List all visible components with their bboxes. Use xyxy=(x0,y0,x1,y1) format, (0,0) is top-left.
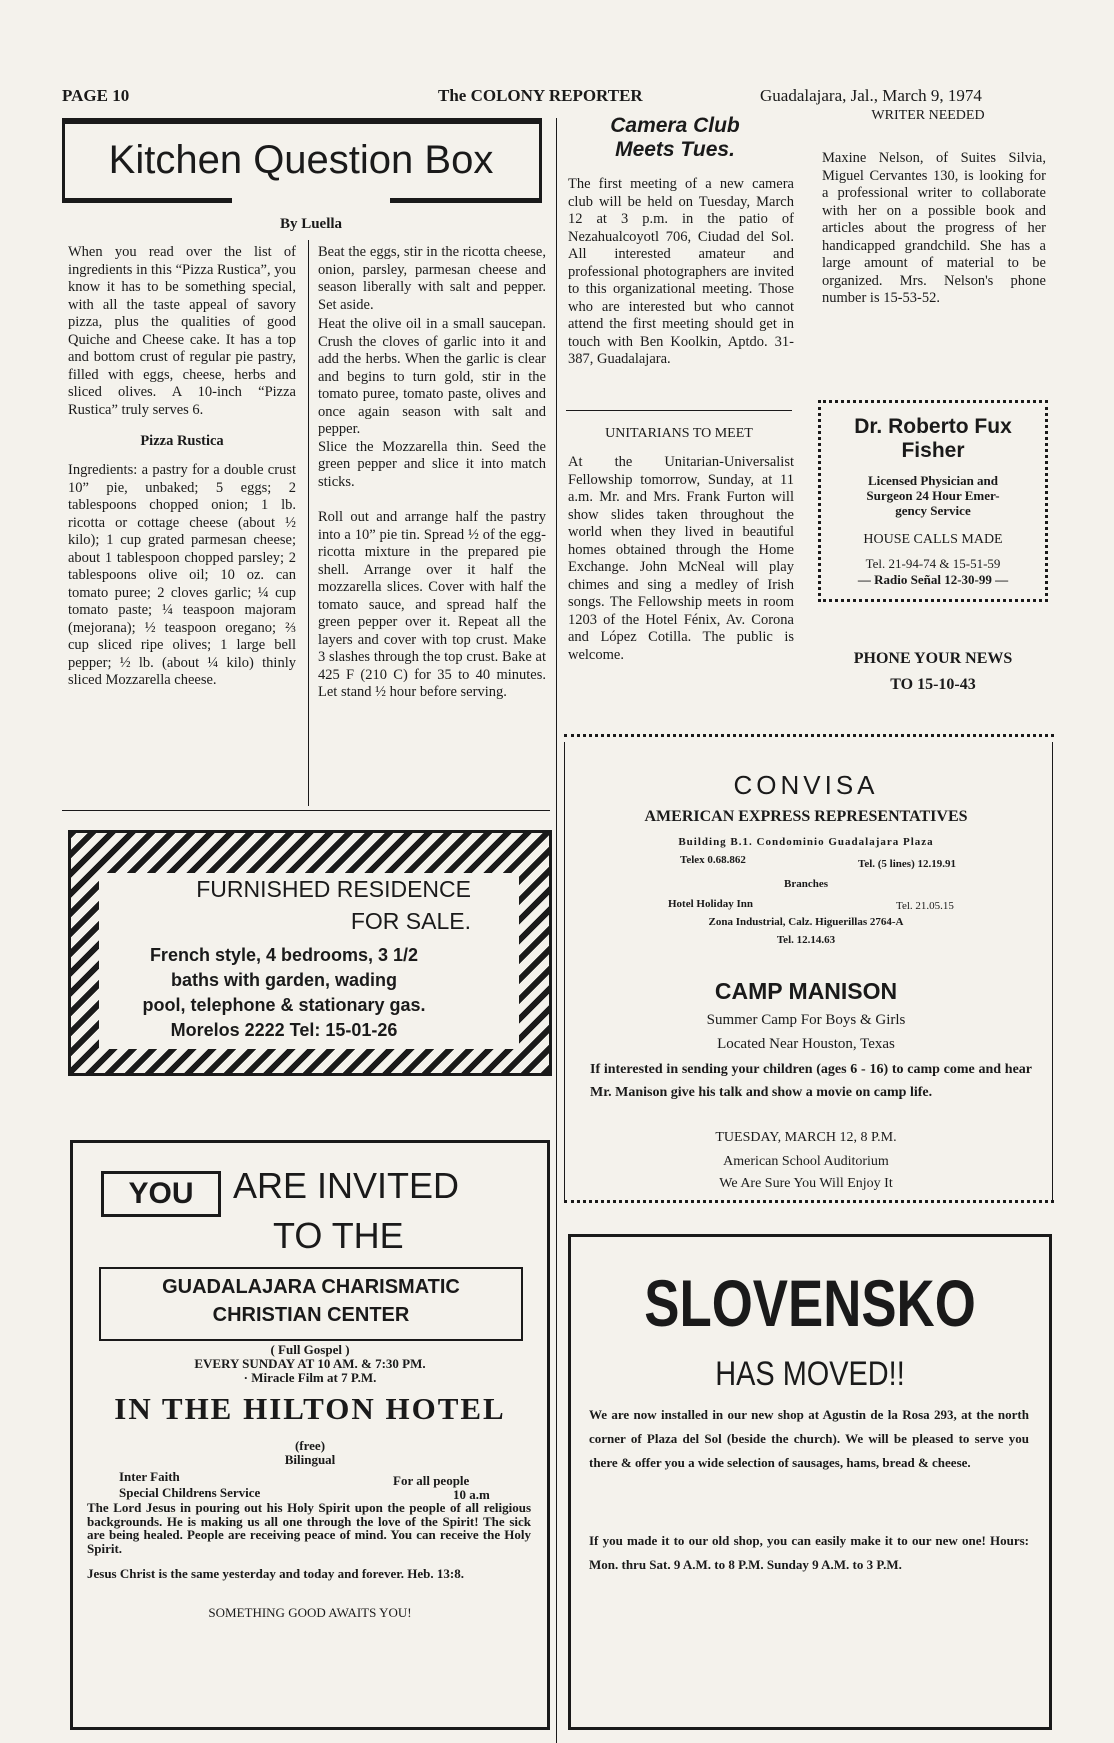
camp-line1: Summer Camp For Boys & Girls xyxy=(706,1012,906,1028)
kitchen-column-2 xyxy=(318,244,546,702)
miracle-film: · Miracle Film at 7 P.M. xyxy=(243,1370,377,1385)
bilingual: Bilingual xyxy=(284,1452,336,1467)
convisa-line1: Building B.1. Condominio Guadalajara Plaza xyxy=(678,836,934,848)
newspaper-name: The COLONY REPORTER xyxy=(438,86,643,105)
kitchen-column-1 xyxy=(68,244,296,690)
writer-needed-article xyxy=(822,150,1046,308)
are-invited: ARE INVITED xyxy=(233,1165,460,1206)
method-paragraph-1: Beat the eggs, stir in the ricotta cheese, onion, parsley, parmesan cheese and season liberally with salt and pepper. Set aside. xyxy=(318,244,546,313)
camp-title: CAMP MANISON xyxy=(714,978,898,1004)
kitchen-bottom-rule xyxy=(62,810,550,811)
doctor-name-line1: Dr. Roberto Fux xyxy=(854,415,1012,438)
kitchen-title: Kitchen Question Box xyxy=(108,138,494,182)
convisa-hotel-tel: Tel. 21.05.15 xyxy=(896,900,954,912)
convisa-zona: Zona Industrial, Calz. Higuerillas 2764-A xyxy=(708,916,904,928)
convisa-telex: Telex 0.68.862 xyxy=(680,854,746,866)
title-top-rule xyxy=(62,118,542,124)
full-gospel: ( Full Gospel ) xyxy=(270,1342,350,1357)
doctor-line3: gency Service xyxy=(895,503,971,518)
phone-news-line1: PHONE YOUR NEWS xyxy=(853,650,1013,667)
convisa-right-border xyxy=(1052,742,1053,1200)
writer-needed-body: Maxine Nelson, of Suites Silvia, Miguel Cervantes 130, is looking for a professional writer to collaborate with her on a possible book and articles about the progress of her handicapped grandchild. She has a large amount of material to be organized. Mrs. Nelson's phone number is 15-53-52. xyxy=(822,150,1046,306)
byline: By Luella xyxy=(279,216,343,232)
slovensko-title: SLOVENSKO xyxy=(644,1266,976,1340)
charismatic-body: The Lord Jesus in pouring out his Holy Spirit upon the people of all religious backgrounds. He is making us all one through the love of the Spirit! The sick are being healed. People are receiving peace of mind. You can receive the Holy Spirit. xyxy=(87,1500,531,1556)
inter-faith: Inter Faith xyxy=(119,1469,180,1484)
childrens-time: 10 a.m xyxy=(453,1487,490,1502)
doctor-line2: Surgeon 24 Hour Emer- xyxy=(866,488,1000,503)
free-bilingual xyxy=(73,1439,547,1467)
camp-closing: We Are Sure You Will Enjoy It xyxy=(719,1176,893,1191)
method-paragraph-4: Roll out and arrange half the pastry into a 10” pie tin. Spread ½ of the egg-ricotta mixture in the prepared pie shell. Arrange over it half the mozzarella slices. Cover with half the tomato sauce, and spread half the green pepper over it. Repeat all the layers and cover with top crust. Make 3 slashes through the top crust. Bake at 425 F (210 C) for 35 to 40 minutes. Let stand ½ hour before serving. xyxy=(318,509,546,700)
residence-line5: pool, telephone & stationary gas. xyxy=(142,995,426,1015)
free: (free) xyxy=(294,1438,326,1453)
page-column-divider xyxy=(556,118,557,1743)
doctor-radio: — Radio Señal 12-30-99 — xyxy=(857,572,1009,587)
method-paragraph-3: Slice the Mozzarella thin. Seed the green pepper and slice it into match sticks. xyxy=(318,438,546,490)
method-paragraph-2: Heat the olive oil in a small saucepan. Crush the cloves of garlic into it and add the herbs. When the garlic is clear and begins to turn gold, stir in the tomato puree, tomato paste, olives and once again season with salt and pepper. xyxy=(318,316,546,437)
camp-body: If interested in sending your children (ages 6 - 16) to camp come and hear Mr. Manison give his talk and show a movie on camp life. xyxy=(590,1062,1032,1100)
convisa-branches: Branches xyxy=(784,878,828,890)
convisa-logo: CONVISA xyxy=(733,770,879,800)
unitarians-title: UNITARIANS TO MEET xyxy=(605,426,753,441)
title-bottom-right-rule xyxy=(390,198,542,203)
residence-panel xyxy=(99,873,519,1049)
convisa-top-border xyxy=(564,734,1054,745)
convisa-left-border xyxy=(564,742,565,1200)
camera-club-title-line1: Camera Club xyxy=(610,114,740,137)
every-sunday: EVERY SUNDAY AT 10 AM. & 7:30 PM. xyxy=(194,1356,426,1371)
slovensko-ad xyxy=(568,1234,1052,1730)
residence-ad xyxy=(68,830,552,1076)
camera-club-article xyxy=(568,176,794,369)
house-calls: HOUSE CALLS MADE xyxy=(863,532,1003,547)
camp-line2: Located Near Houston, Texas xyxy=(717,1036,895,1052)
camera-club-title xyxy=(560,114,790,162)
slovensko-body2: If you made it to our old shop, you can easily make it to our new one! Hours: Mon. thru Sat. 9 A.M. to 8 P.M. Sunday 9 A.M. to 3 P.M. xyxy=(589,1533,1029,1572)
doctor-ad xyxy=(818,400,1048,602)
slovensko-body1: We are now installed in our new shop at Agustin de la Rosa 293, at the north corner of Plaza del Sol (beside the church). We will be pleased to serve you there & offer you a wide selection of sausages, hams, bread & cheese. xyxy=(589,1407,1029,1470)
doctor-line1: Licensed Physician and xyxy=(867,473,999,488)
center-name-line2: CHRISTIAN CENTER xyxy=(212,1304,410,1326)
page-number: PAGE 10 xyxy=(62,86,130,105)
title-left-rule xyxy=(62,124,65,200)
convisa-hotel: Hotel Holiday Inn xyxy=(668,898,753,910)
intro-paragraph: When you read over the list of ingredients in this “Pizza Rustica”, you know it has to be something special, with all the taste appeal of savory pizza, plus the qualities of good Quiche and Cheese cake. It has a top and bottom crust of regular pie pastry, filled with eggs, cheese, herbs and sliced olives. A 10-inch “Pizza Rustica” truly serves 6. xyxy=(68,244,296,418)
unitarians-article xyxy=(568,454,794,664)
unitarians-body: At the Unitarian-Universalist Fellowship tomorrow, Sunday, at 11 a.m. Mr. and Mrs. Frank Furton will show slides taken throughout the world when they lived in beautiful homes obtained through the Home Exchange. John McNeal will play chimes and sing a medley of Irish songs. The Fellowship meets in room 1203 of the Hotel Fénix, Av. Corona and López Cotilla. The public is welcome. xyxy=(568,454,794,663)
to-the: TO THE xyxy=(273,1215,404,1256)
charismatic-verse: Jesus Christ is the same yesterday and today and forever. Heb. 13:8. xyxy=(87,1566,464,1581)
residence-line2: FOR SALE. xyxy=(350,908,471,934)
title-right-rule xyxy=(539,124,542,200)
dateline: Guadalajara, Jal., March 9, 1974 xyxy=(760,86,982,105)
residence-line4: baths with garden, wading xyxy=(170,970,397,990)
charismatic-closing: SOMETHING GOOD AWAITS YOU! xyxy=(208,1605,412,1620)
doctor-tel: Tel. 21-94-74 & 15-51-59 xyxy=(865,556,1001,571)
residence-line3: French style, 4 bedrooms, 3 1/2 xyxy=(149,945,419,965)
service-times xyxy=(73,1343,547,1385)
center-name-box xyxy=(99,1267,523,1341)
doctor-name-line2: Fisher xyxy=(901,439,965,462)
you-box: YOU xyxy=(101,1171,221,1217)
camera-club-body: The first meeting of a new camera club will be held on Tuesday, March 12 at 3 p.m. in the patio of Nezahualcoyotl 706, Ciudad del Sol. All interested amateur and professional photographers are invited to this organizational meeting. Those who are interested but who cannot attend the first meeting should get in touch with Ben Koolkin, Aptdo. 31-387, Guadalajara. xyxy=(568,176,794,367)
camera-club-rule xyxy=(566,410,792,411)
convisa-tel: Tel. (5 lines) 12.19.91 xyxy=(858,858,956,870)
column-divider xyxy=(308,240,309,806)
center-name-line1: GUADALAJARA CHARISMATIC xyxy=(162,1276,460,1298)
phone-news-line2: TO 15-10-43 xyxy=(890,676,976,693)
residence-details xyxy=(99,943,469,1043)
title-bottom-left-rule xyxy=(62,198,232,203)
convisa-bottom-border xyxy=(564,1200,1054,1211)
camp-date: TUESDAY, MARCH 12, 8 P.M. xyxy=(715,1130,897,1145)
residence-line1: FURNISHED RESIDENCE xyxy=(196,876,471,902)
convisa-zona-tel: Tel. 12.14.63 xyxy=(776,934,836,946)
ingredients-paragraph: Ingredients: a pastry for a double crust 10” pie, unbaked; 5 eggs; 2 tablespoons chopped onion; 1 lb. ricotta or cottage cheese (about ½ kilo); 1 cup grated parmesan cheese; about 1 tablespoon chopped parsley; 2 tablespoons olive oil; 10 oz. can tomato puree; 2 cloves garlic; ¼ cup tomato paste; ¼ teaspoon majoram (mejorana); ½ teaspoon oregano; ⅔ cup sliced ripe olives; 1 large bell pepper; ½ lb. (about ¼ kilo) thinly sliced Mozzarella cheese. xyxy=(68,462,296,688)
childrens-service: Special Childrens Service xyxy=(119,1485,261,1500)
for-all-people: For all people xyxy=(393,1473,470,1488)
phone-your-news xyxy=(818,646,1048,698)
convisa-title: AMERICAN EXPRESS REPRESENTATIVES xyxy=(644,808,968,825)
residence-headline xyxy=(181,873,471,937)
camera-club-title-line2: Meets Tues. xyxy=(615,138,735,161)
camp-venue: American School Auditorium xyxy=(723,1154,889,1169)
has-moved: HAS MOVED!! xyxy=(715,1355,905,1393)
recipe-subhead: Pizza Rustica xyxy=(140,433,224,449)
residence-line6: Morelos 2222 Tel: 15-01-26 xyxy=(170,1020,398,1040)
charismatic-ad xyxy=(70,1140,550,1730)
hilton-hotel: IN THE HILTON HOTEL xyxy=(114,1391,506,1426)
writer-needed-title: WRITER NEEDED xyxy=(871,108,985,123)
